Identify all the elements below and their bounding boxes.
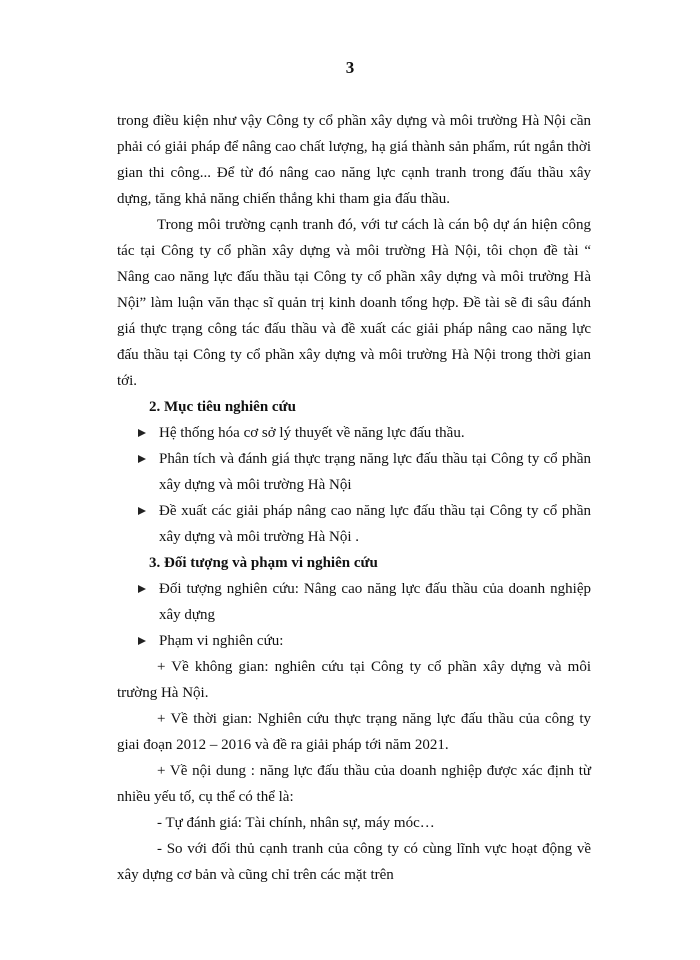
section-2-heading: 2. Mục tiêu nghiên cứu [149, 399, 296, 415]
list-item-text: Phạm vi nghiên cứu: [159, 633, 284, 649]
list-item-text: Hệ thống hóa cơ sở lý thuyết về năng lực đấu thầu. [159, 425, 465, 441]
list-item-text: Đối tượng nghiên cứu: Nâng cao năng lực đấu thầu của doanh nghiệp xây dựng [159, 581, 591, 623]
section-3-heading: 3. Đối tượng và phạm vi nghiên cứu [149, 555, 378, 571]
intro-paragraph-1: trong điều kiện như vậy Công ty cổ phần xây dựng và môi trường Hà Nội cần phải có giải pháp để nâng cao chất lượng, hạ giá thành sản phẩm, rút ngắn thời gian thi công... Để từ đó nâng cao năng lực cạnh tranh trong đấu thầu xây dựng, tăng khả năng chiến thắng khi tham gia đấu thầu. [117, 113, 591, 207]
document-body [117, 108, 591, 888]
scope-time: + Về thời gian: Nghiên cứu thực trạng năng lực đấu thầu của công ty giai đoạn 2012 – 2016 và đề ra giải pháp tới năm 2021. [117, 711, 591, 753]
list-item [117, 446, 591, 498]
intro-paragraph-2: Trong môi trường cạnh tranh đó, với tư cách là cán bộ dự án hiện công tác tại Công ty cổ phần xây dựng và môi trường Hà Nội, tôi chọn đề tài “ Nâng cao năng lực đấu thầu tại Công ty cổ phần xây dựng và môi trường Hà Nội” làm luận văn thạc sĩ quản trị kinh doanh tổng hợp. Đề tài sẽ đi sâu đánh giá thực trạng công tác đấu thầu và đề xuất các giải pháp nâng cao năng lực đấu thầu tại Công ty cổ phần xây dựng và môi trường Hà Nội trong thời gian tới. [117, 217, 591, 389]
arrow-bullet-icon [138, 455, 146, 463]
list-item [117, 420, 591, 446]
scope-space: + Về không gian: nghiên cứu tại Công ty cổ phần xây dựng và môi trường Hà Nội. [117, 659, 591, 701]
list-item-text: Phân tích và đánh giá thực trạng năng lực đấu thầu tại Công ty cổ phần xây dựng và môi trường Hà Nội [159, 451, 591, 493]
list-item-text: Đề xuất các giải pháp nâng cao năng lực đấu thầu tại Công ty cổ phần xây dựng và môi trường Hà Nội . [159, 503, 591, 545]
arrow-bullet-icon [138, 585, 146, 593]
arrow-bullet-icon [138, 507, 146, 515]
list-item [117, 498, 591, 550]
arrow-bullet-icon [138, 637, 146, 645]
scope-content: + Về nội dung : năng lực đấu thầu của doanh nghiệp được xác định từ nhiều yếu tố, cụ thể có thể là: [117, 763, 591, 805]
page-number: 3 [345, 58, 355, 77]
list-item [117, 576, 591, 628]
arrow-bullet-icon [138, 429, 146, 437]
scope-competitor-comparison: - So với đối thủ cạnh tranh của công ty có cùng lĩnh vực hoạt động về xây dựng cơ bản và cũng chỉ trên các mặt trên [117, 841, 591, 883]
list-item [117, 628, 591, 654]
scope-self-assessment: - Tự đánh giá: Tài chính, nhân sự, máy móc… [157, 815, 435, 831]
